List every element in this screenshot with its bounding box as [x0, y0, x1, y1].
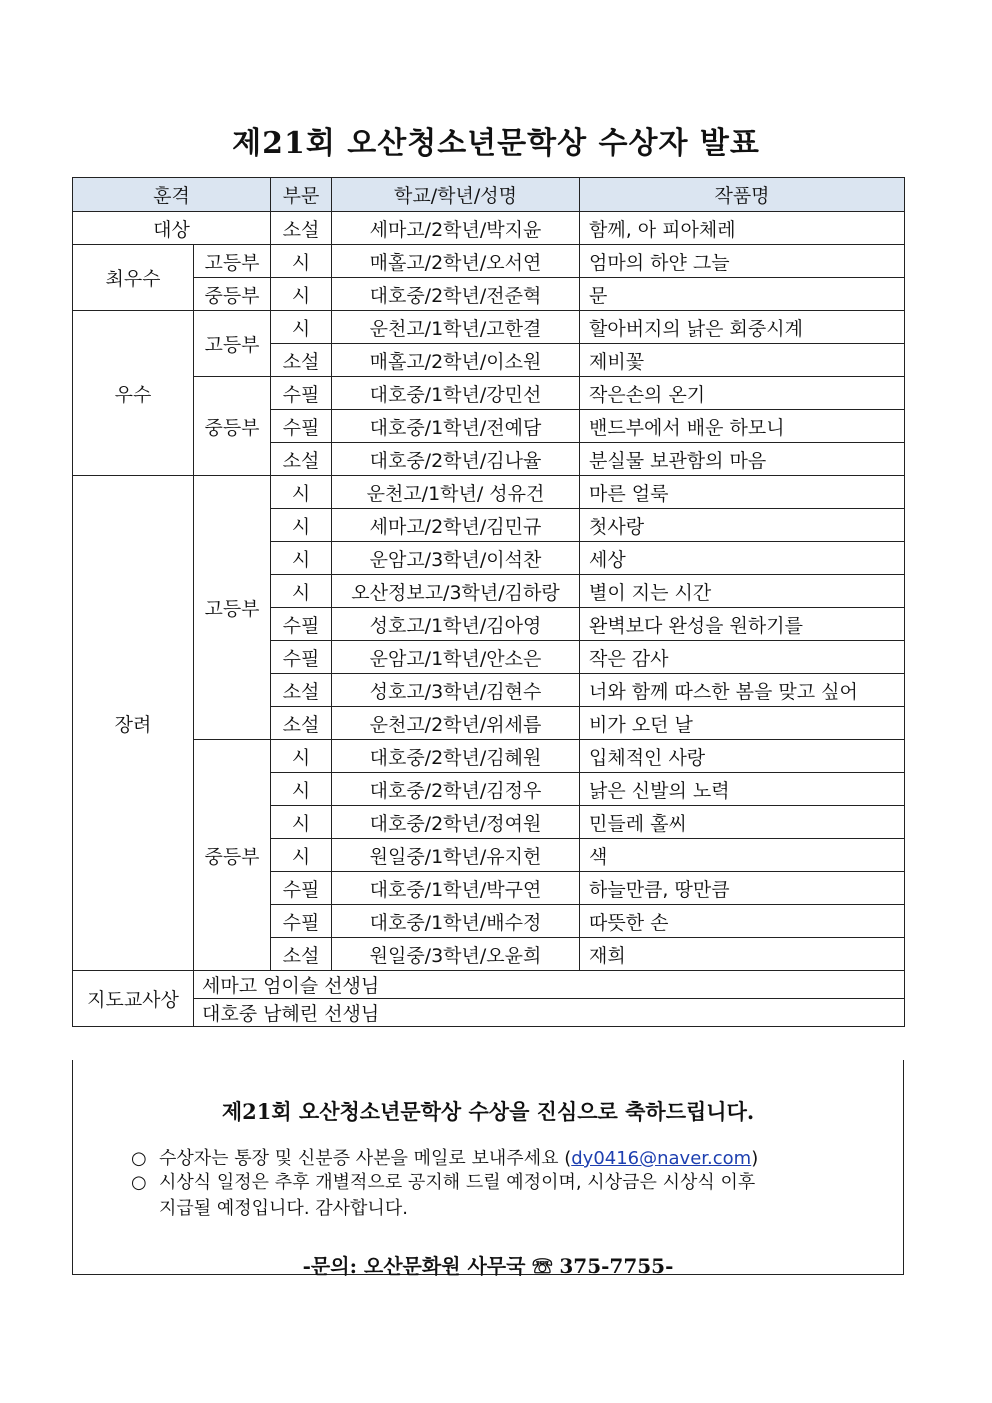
category-cell: 수필	[271, 608, 332, 641]
table-header-row	[73, 178, 905, 212]
division-cell: 고등부	[194, 476, 271, 740]
school-cell: 대호중/2학년/정여원	[332, 806, 580, 839]
congratulations-message: 제21회 오산청소년문학상 수상을 진심으로 축하드립니다.	[221, 1099, 755, 1124]
work-cell: 문	[580, 278, 905, 311]
category-cell: 소설	[271, 674, 332, 707]
work-cell: 마른 얼룩	[580, 476, 905, 509]
table-row	[73, 278, 905, 311]
category-cell: 시	[271, 806, 332, 839]
work-cell: 민들레 홀씨	[580, 806, 905, 839]
work-cell: 첫사랑	[580, 509, 905, 542]
category-cell: 시	[271, 509, 332, 542]
work-cell: 분실물 보관함의 마음	[580, 443, 905, 476]
category-cell: 시	[271, 542, 332, 575]
notice-item	[131, 1144, 758, 1170]
advisor-teacher: 세마고 엄이슬 선생님	[194, 971, 905, 999]
work-cell: 너와 함께 따스한 봄을 맞고 싶어	[580, 674, 905, 707]
contact-info: -문의: 오산문화원 사무국 ☏ 375-7755-	[302, 1254, 674, 1278]
school-cell: 대호중/1학년/강민선	[332, 377, 580, 410]
header-school: 학교/학년/성명	[332, 178, 580, 212]
work-cell: 별이 지는 시간	[580, 575, 905, 608]
work-cell: 작은 감사	[580, 641, 905, 674]
work-cell: 함께, 아 피아체레	[580, 212, 905, 245]
category-cell: 소설	[271, 938, 332, 971]
school-cell: 성호고/3학년/김현수	[332, 674, 580, 707]
division-cell: 중등부	[194, 377, 271, 476]
category-cell: 소설	[271, 344, 332, 377]
work-cell: 할아버지의 낡은 회중시계	[580, 311, 905, 344]
table-row	[73, 311, 905, 344]
page-title: 제21회 오산청소년문학상 수상자 발표	[232, 126, 760, 161]
school-cell: 대호중/1학년/박구연	[332, 872, 580, 905]
work-cell: 밴드부에서 배운 하모니	[580, 410, 905, 443]
school-cell: 운천고/1학년/ 성유건	[332, 476, 580, 509]
advisor-row	[73, 999, 905, 1027]
table-row	[73, 740, 905, 773]
school-cell: 원일중/3학년/오윤희	[332, 938, 580, 971]
work-cell: 따뜻한 손	[580, 905, 905, 938]
school-cell: 대호중/2학년/김나율	[332, 443, 580, 476]
advisor-label: 지도교사상	[73, 971, 194, 1027]
category-cell: 수필	[271, 377, 332, 410]
division-cell: 중등부	[194, 740, 271, 971]
work-cell: 입체적인 사랑	[580, 740, 905, 773]
work-cell: 세상	[580, 542, 905, 575]
email-link[interactable]: dy0416@naver.com	[571, 1148, 752, 1169]
bullet-icon: ○	[131, 1148, 147, 1169]
school-cell: 운암고/1학년/안소은	[332, 641, 580, 674]
school-cell: 세마고/2학년/박지윤	[332, 212, 580, 245]
school-cell: 대호중/1학년/배수정	[332, 905, 580, 938]
category-cell: 시	[271, 773, 332, 806]
work-cell: 하늘만큼, 땅만큼	[580, 872, 905, 905]
notice-text: 시상식 일정은 추후 개별적으로 공지해 드릴 예정이며, 시상금은 시상식 이후	[159, 1172, 756, 1193]
school-cell: 세마고/2학년/김민규	[332, 509, 580, 542]
award-cell: 최우수	[73, 245, 194, 311]
advisor-teacher: 대호중 남혜린 선생님	[194, 999, 905, 1027]
school-cell: 운천고/2학년/위세름	[332, 707, 580, 740]
category-cell: 시	[271, 476, 332, 509]
school-cell: 대호중/1학년/전예담	[332, 410, 580, 443]
advisor-row	[73, 971, 905, 999]
division-cell: 고등부	[194, 245, 271, 278]
notice-item	[131, 1168, 755, 1220]
school-cell: 운천고/1학년/고한결	[332, 311, 580, 344]
category-cell: 소설	[271, 707, 332, 740]
header-award: 훈격	[73, 178, 271, 212]
award-cell: 우수	[73, 311, 194, 476]
category-cell: 시	[271, 278, 332, 311]
work-cell: 비가 오던 날	[580, 707, 905, 740]
work-cell: 재희	[580, 938, 905, 971]
header-work: 작품명	[580, 178, 905, 212]
division-cell: 고등부	[194, 311, 271, 377]
category-cell: 시	[271, 839, 332, 872]
school-cell: 대호중/2학년/김혜원	[332, 740, 580, 773]
school-cell: 운암고/3학년/이석찬	[332, 542, 580, 575]
header-category: 부문	[271, 178, 332, 212]
work-cell: 완벽보다 완성을 원하기를	[580, 608, 905, 641]
school-cell: 매홀고/2학년/이소원	[332, 344, 580, 377]
table-row	[73, 212, 905, 245]
school-cell: 대호중/2학년/전준혁	[332, 278, 580, 311]
notice-text: )	[751, 1148, 759, 1169]
award-cell: 대상	[73, 212, 271, 245]
notice-text: 지급될 예정입니다. 감사합니다.	[159, 1198, 408, 1219]
division-cell: 중등부	[194, 278, 271, 311]
category-cell: 수필	[271, 872, 332, 905]
work-cell: 제비꽃	[580, 344, 905, 377]
school-cell: 성호고/1학년/김아영	[332, 608, 580, 641]
school-cell: 대호중/2학년/김정우	[332, 773, 580, 806]
work-cell: 엄마의 하얀 그늘	[580, 245, 905, 278]
table-row	[73, 377, 905, 410]
table-row	[73, 476, 905, 509]
work-cell: 작은손의 온기	[580, 377, 905, 410]
school-cell: 원일중/1학년/유지헌	[332, 839, 580, 872]
category-cell: 시	[271, 740, 332, 773]
category-cell: 수필	[271, 410, 332, 443]
work-cell: 낡은 신발의 노력	[580, 773, 905, 806]
notice-box	[72, 1060, 904, 1278]
bullet-icon: ○	[131, 1172, 147, 1193]
award-cell: 장려	[73, 476, 194, 971]
table-row	[73, 245, 905, 278]
category-cell: 소설	[271, 443, 332, 476]
school-cell: 매홀고/2학년/오서연	[332, 245, 580, 278]
work-cell: 색	[580, 839, 905, 872]
category-cell: 시	[271, 245, 332, 278]
category-cell: 시	[271, 575, 332, 608]
category-cell: 소설	[271, 212, 332, 245]
school-cell: 오산정보고/3학년/김하랑	[332, 575, 580, 608]
awards-table	[72, 177, 905, 1027]
notice-text: 수상자는 통장 및 신분증 사본을 메일로 보내주세요 (	[159, 1148, 572, 1169]
category-cell: 시	[271, 311, 332, 344]
category-cell: 수필	[271, 905, 332, 938]
category-cell: 수필	[271, 641, 332, 674]
